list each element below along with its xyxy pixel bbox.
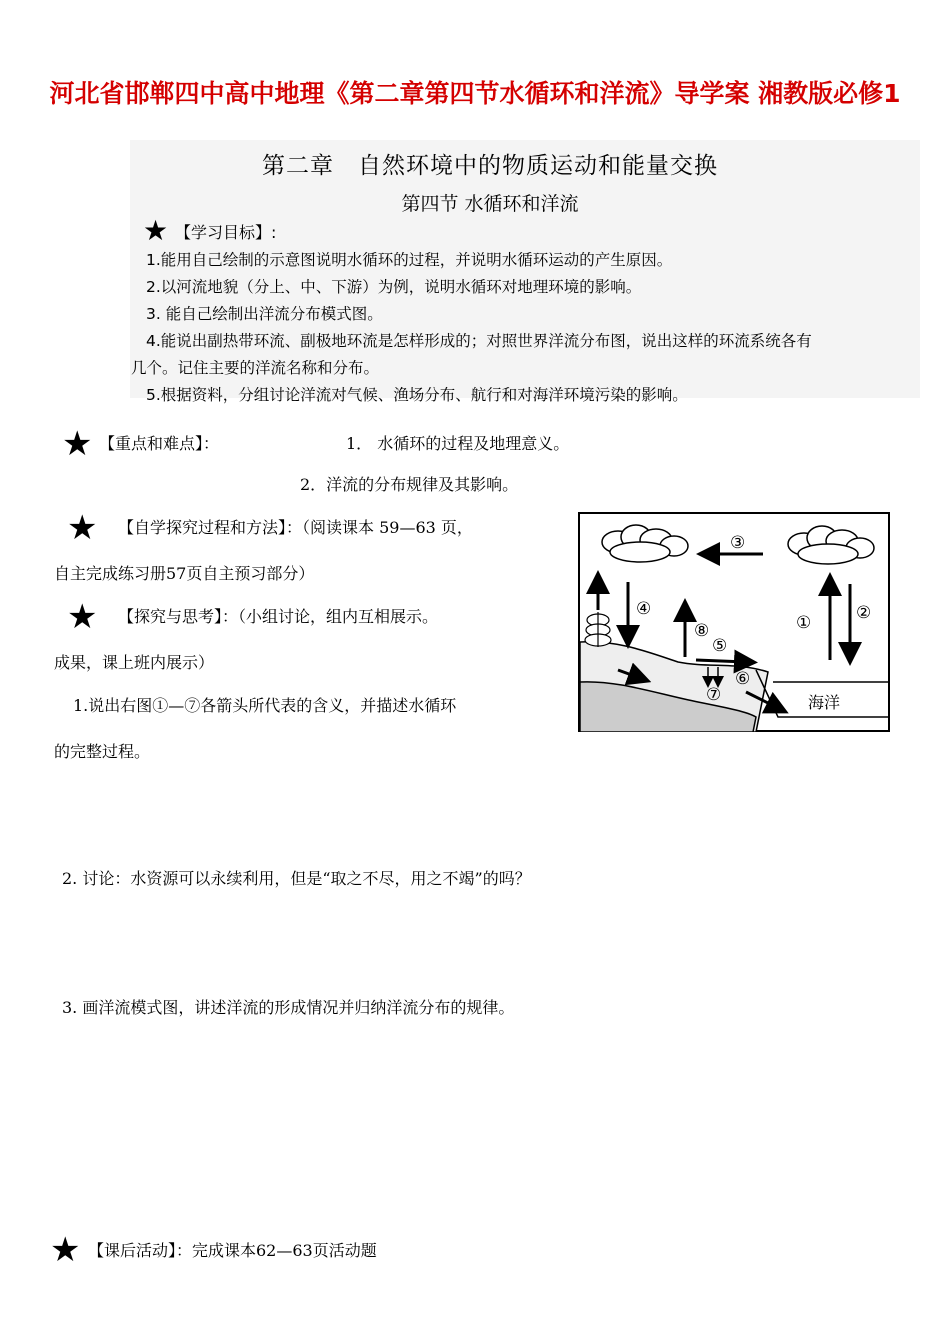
key-point-item: 2．洋流的分布规律及其影响。 [300,475,519,494]
diagram-label-6: ⑥ [735,669,751,689]
self-study-line: 【自学探究过程和方法】：（阅读课本 59—63 页， [118,518,473,537]
arrow-5 [696,660,746,662]
chapter-heading: 第二章 自然环境中的物质运动和能量交换 [262,153,718,179]
diagram-label-7: ⑦ [706,685,722,705]
goals-heading: 【学习目标】: [175,223,277,242]
key-point-item: 1． 水循环的过程及地理意义。 [346,434,570,453]
section-heading: 第四节 水循环和洋流 [401,193,579,215]
inquiry-line: 成果，课上班内展示） [54,653,215,672]
goal-item: 5.根据资料，分组讨论洋流对气候、渔场分布、航行和对海洋环境污染的影响。 [146,386,688,404]
star-icon: ★ [62,424,93,464]
question-1: 1.说出右图①—⑦各箭头所代表的含义，并描述水循环 [73,696,457,715]
diagram-label-8: ⑧ [694,621,710,641]
key-points-heading: 【重点和难点】： [99,434,220,453]
diagram-label-9: ⑨ [590,579,606,599]
inquiry-line: 【探究与思考】：（小组讨论，组内互相展示。 [118,607,439,626]
goal-item: 1.能用自己绘制的示意图说明水循环的过程，并说明水循环运动的产生原因。 [146,251,673,269]
goal-item: 3. 能自己绘制出洋流分布模式图。 [146,305,383,323]
diagram-label-4: ④ [636,599,652,619]
goal-item: 几个。记住主要的洋流名称和分布。 [131,359,380,377]
question-3: 3. 画洋流模式图，讲述洋流的形成情况并归纳洋流分布的规律。 [62,998,515,1017]
after-class-activity: 【课后活动】：完成课本62—63页活动题 [88,1241,377,1260]
question-1-cont: 的完整过程。 [54,742,151,761]
document-title: 河北省邯郸四中高中地理《第二章第四节水循环和洋流》导学案 湘教版必修1 [49,79,901,108]
goal-item: 4.能说出副热带环流、副极地环流是怎样形成的；对照世界洋流分布图，说出这样的环流系统各有 [146,332,812,350]
ocean-label: 海洋 [808,693,841,712]
water-cycle-diagram [578,512,890,732]
star-icon: ★ [67,508,98,548]
diagram-label-5: ⑤ [712,636,728,656]
tree-icon [585,612,611,647]
star-icon: ★ [67,597,98,637]
self-study-line: 自主完成练习册57页自主预习部分） [54,564,315,583]
star-icon: ★ [143,214,169,247]
diagram-label-1: ① [796,613,812,633]
star-icon: ★ [50,1230,81,1270]
diagram-label-2: ② [856,603,872,623]
diagram-label-3: ③ [730,533,746,553]
question-2: 2. 讨论：水资源可以永续利用，但是“取之不尽，用之不竭”的吗？ [62,869,531,888]
goal-item: 2.以河流地貌（分上、中、下游）为例，说明水循环对地理环境的影响。 [146,278,642,296]
